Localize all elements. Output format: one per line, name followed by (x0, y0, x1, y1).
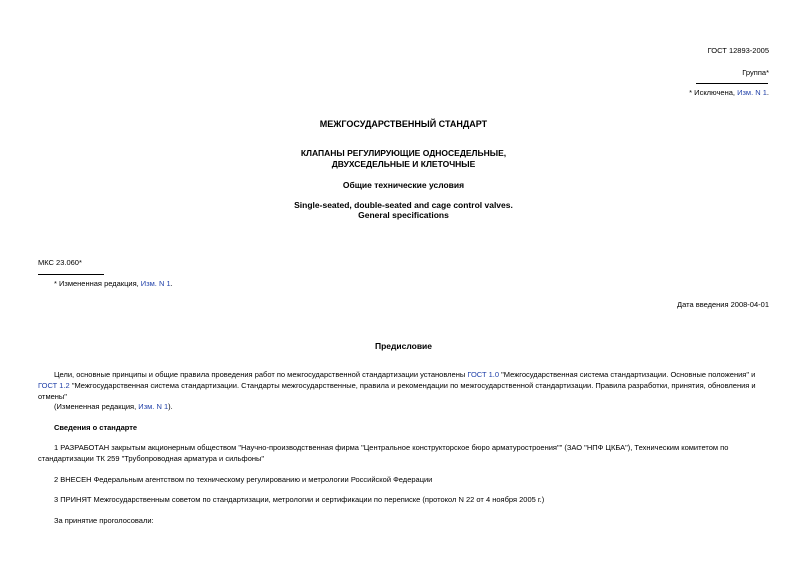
footnote-divider (696, 83, 768, 84)
footnote-divider (38, 274, 104, 275)
doc-title-en-line2: General specifications (358, 210, 449, 220)
excluded-note: * Исключена, Изм. N 1. (689, 88, 769, 97)
preface-heading: Предисловие (374, 341, 433, 351)
intro-date: Дата введения 2008-04-01 (677, 300, 769, 309)
info-item-3: 3 ПРИНЯТ Межгосударственным советом по стандартизации, метрологии и сертификации по переписке (протокол N 22 от 4 ноября 2005 г.) (54, 495, 545, 504)
doc-number: ГОСТ 12893-2005 (707, 46, 769, 55)
preface-paragraph: Цели, основные принципы и общие правила проведения работ по межгосударственной стандартизации установлены ГОСТ 1.0 "Межгосударственная система стандартизации. Основные положения" и ГОСТ 1.2 "Межгосударственная система стандартизации. Стандарты межгосударственные, правила и рекомендации по межгосударственной стандартизации. Правила разработки, принятия, обновления и отмены" (38, 370, 756, 401)
amendment-link[interactable]: Изм. N 1 (737, 88, 767, 97)
info-item-2: 2 ВНЕСЕН Федеральным агентством по техническому регулированию и метрологии Российской Федерации (54, 475, 433, 484)
amendment-link[interactable]: Изм. N 1 (138, 402, 169, 411)
gost-1-2-link[interactable]: ГОСТ 1.2 (38, 380, 70, 390)
doc-subtitle-ru: Общие технические условия (342, 180, 465, 190)
group-label: Группа* (742, 68, 769, 77)
doc-title-ru-line1: КЛАПАНЫ РЕГУЛИРУЮЩИЕ ОДНОСЕДЕЛЬНЫЕ, (300, 148, 507, 158)
amendment-link[interactable]: Изм. N 1 (140, 279, 171, 288)
standard-title: МЕЖГОСУДАРСТВЕННЫЙ СТАНДАРТ (319, 119, 488, 129)
info-item-1: 1 РАЗРАБОТАН закрытым акционерным обществом "Научно-производственная фирма "Центральное конструкторское бюро арматуростроения"" (ЗАО "НПФ ЦКБА"), Техническим комитетом по стандартизации ТК 259 "Трубопроводная арматура и сильфоны" (38, 443, 729, 463)
mks-note: * Измененная редакция, Изм. N 1. (54, 279, 173, 288)
amendment-note: (Измененная редакция, Изм. N 1). (54, 402, 173, 411)
doc-title-ru-line2: ДВУХСЕДЕЛЬНЫЕ И КЛЕТОЧНЫЕ (331, 159, 476, 169)
info-heading: Сведения о стандарте (54, 423, 138, 432)
voted-label: За принятие проголосовали: (54, 516, 154, 525)
gost-1-0-link[interactable]: ГОСТ 1.0 (467, 370, 500, 379)
doc-title-en-line1: Single-seated, double-seated and cage control valves. (294, 200, 513, 210)
mks-code: МКС 23.060* (38, 258, 82, 267)
